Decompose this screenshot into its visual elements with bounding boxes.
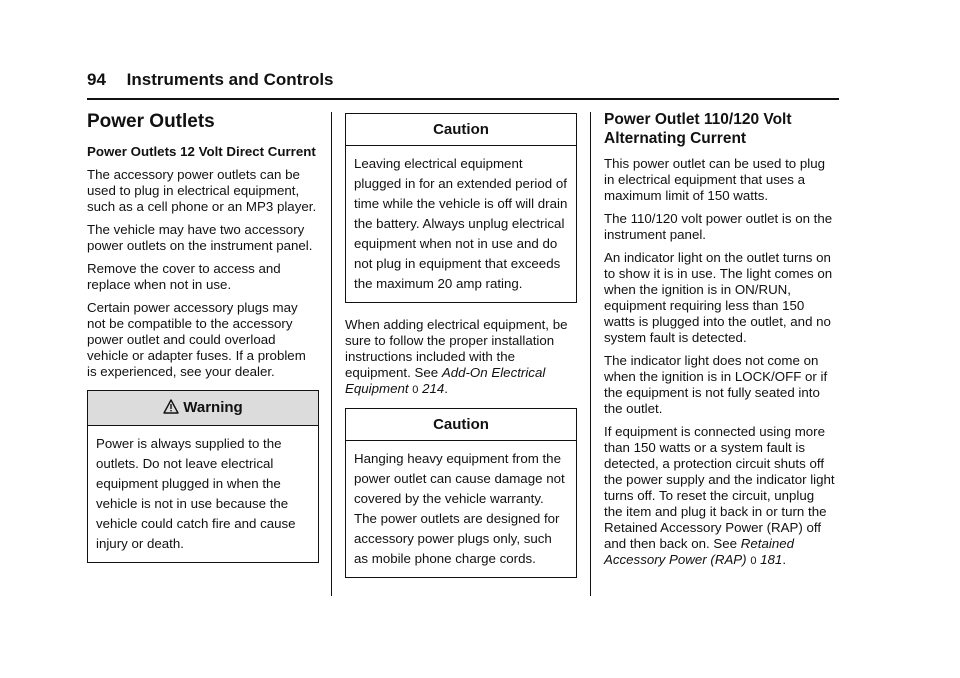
caution-text: Leaving electrical equipment plugged in for an extended period of time while the vehicle is off will drain the battery. Always unplug electrical equipment when not in use and do not plug in equipment that exceeds the maximum 20 amp rating. — [354, 156, 568, 291]
caution-box — [345, 408, 577, 578]
column-1 — [87, 110, 319, 577]
page-header — [87, 70, 334, 90]
paragraph: The vehicle may have two accessory power outlets on the instrument panel. — [87, 222, 313, 253]
page-reference[interactable]: 214 — [422, 381, 445, 396]
paragraph: The indicator light does not come on when the ignition is in LOCK/OFF or if the equipment is not fully seated into the outlet. — [604, 353, 828, 416]
paragraph: The accessory power outlets can be used to plug in electrical equipment, such as a cell phone or an MP3 player. — [87, 167, 317, 214]
section-title: Instruments and Controls — [126, 70, 334, 89]
section-heading: Power Outlets — [87, 111, 215, 132]
page-reference[interactable]: 181 — [760, 552, 783, 567]
caution-box — [345, 113, 577, 303]
caution-title: Caution — [346, 114, 576, 146]
page-number: 94 — [87, 70, 106, 89]
column-divider — [590, 112, 591, 596]
paragraph: If equipment is connected using more than 150 watts or a system fault is detected, a protection circuit shuts off the power supply and the indicator light turns off. To reset the circuit, unplug the item and plug it back in or turn the Retained Accessory Power (RAP) off and then back on. See Retained Accessory Power (RAP) 0 181. — [604, 424, 835, 567]
paragraph: This power outlet can be used to plug in electrical equipment that uses a maximum limit of 150 watts. — [604, 156, 826, 203]
paragraph: Remove the cover to access and replace when not in use. — [87, 261, 281, 292]
column-2 — [345, 110, 577, 592]
paragraph: The 110/120 volt power outlet is on the instrument panel. — [604, 211, 833, 242]
paragraph: When adding electrical equipment, be sure to follow the proper installation instructions included with the equipment. See Add-On Electrical Equipment 0 214. — [345, 317, 568, 396]
section-heading: Power Outlet 110/120 Volt Alternating Current — [604, 111, 792, 147]
cross-reference-link[interactable]: Retained Accessory Power (RAP) — [604, 536, 795, 567]
warning-text: Power is always supplied to the outlets. Do not leave electrical equipment plugged in when the vehicle is not in use because the vehicle could catch fire and cause injury or death. — [96, 436, 296, 551]
paragraph: Certain power accessory plugs may not be compatible to the accessory power outlet and could overload vehicle or adapter fuses. If a problem is experienced, see your dealer. — [87, 300, 306, 379]
warning-box — [87, 390, 319, 563]
column-divider — [331, 112, 332, 596]
page-arrow-icon: 0 — [750, 555, 757, 567]
warning-icon — [163, 399, 179, 418]
paragraph: An indicator light on the outlet turns on to show it is in use. The light comes on when the ignition is in ON/RUN, equipment requiring less than 150 watts is plugged into the outlet, and no system fault is detected. — [604, 250, 833, 345]
column-3 — [604, 110, 836, 576]
caution-title: Caution — [346, 409, 576, 441]
cross-reference-link[interactable]: Add-On Electrical Equipment — [345, 365, 546, 396]
subsection-heading: Power Outlets 12 Volt Direct Current — [87, 144, 316, 159]
page-arrow-icon: 0 — [412, 384, 419, 396]
warning-title: Warning — [88, 391, 318, 426]
caution-text: Hanging heavy equipment from the power outlet can cause damage not covered by the vehicle warranty. The power outlets are designed for accessory power plugs only, such as mobile phone charge cords. — [354, 451, 565, 566]
header-rule — [87, 98, 839, 100]
